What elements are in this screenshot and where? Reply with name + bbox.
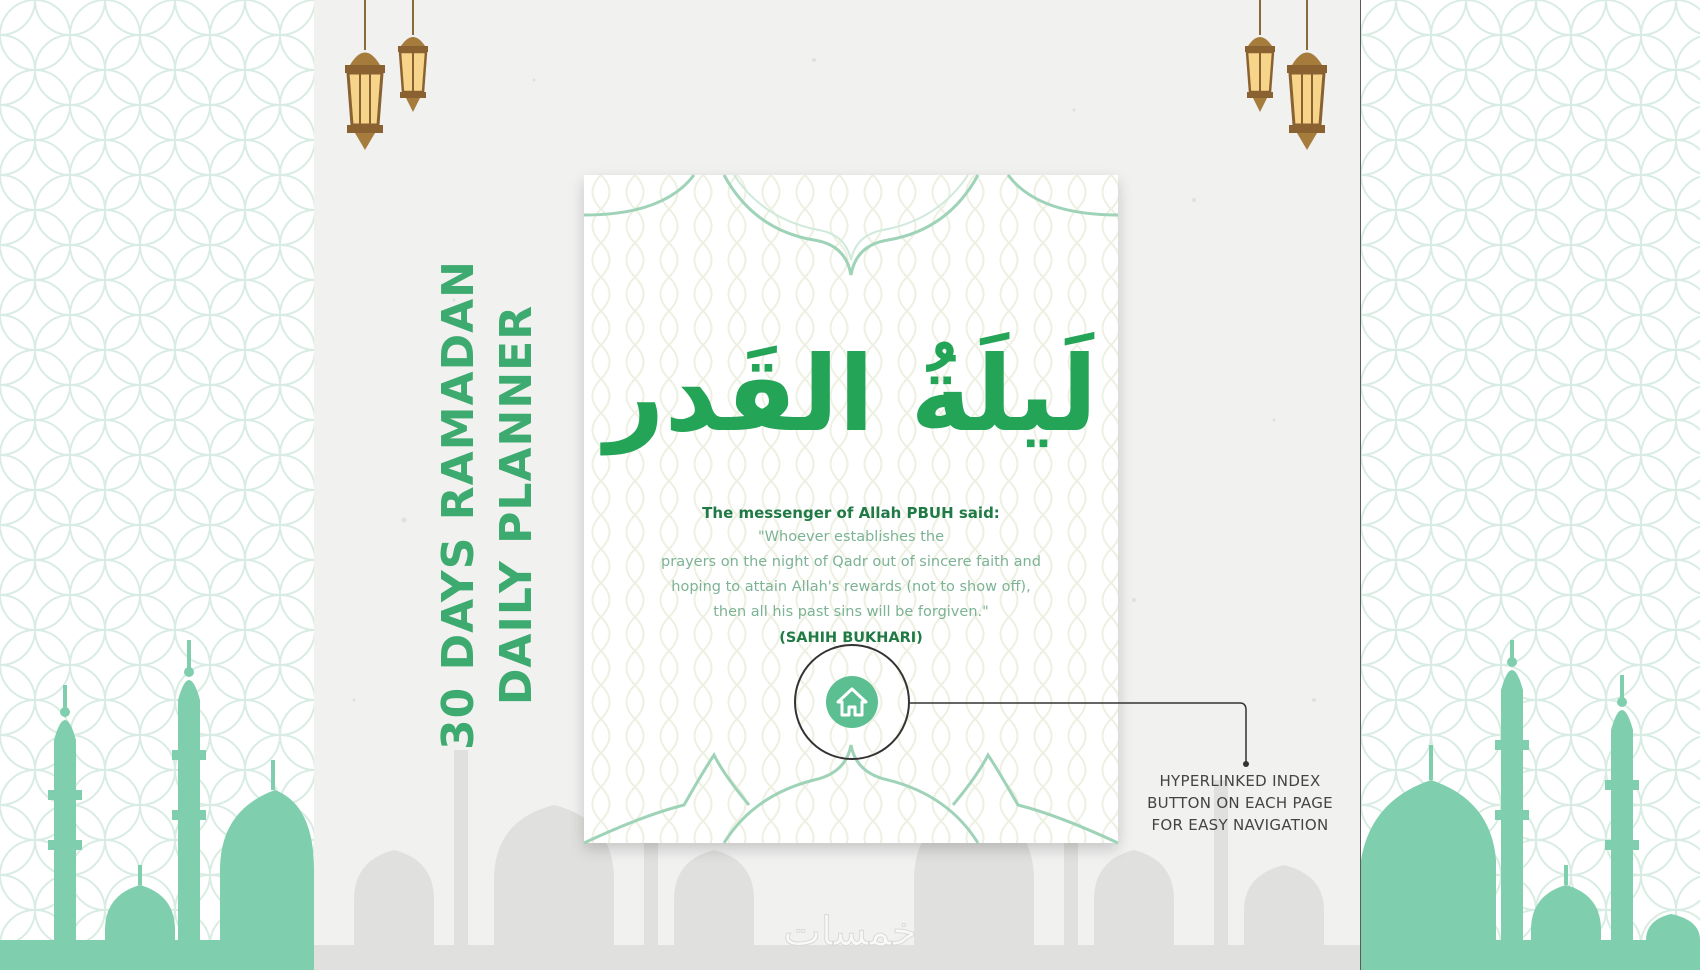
khamsat-watermark bbox=[740, 900, 960, 960]
hadith-title: The messenger of Allah PBUH said: bbox=[702, 504, 1000, 522]
lantern-icon bbox=[1272, 0, 1342, 160]
svg-text:خمسات: خمسات bbox=[783, 909, 917, 955]
callout-line: BUTTON ON EACH PAGE bbox=[1147, 794, 1333, 812]
callout-line: FOR EASY NAVIGATION bbox=[1151, 816, 1329, 834]
hadith-line: prayers on the night of Qadr out of sincere faith and bbox=[661, 554, 1041, 570]
hadith-quote bbox=[584, 501, 1118, 651]
svg-text:لَيلَةُ القَدر: لَيلَةُ القَدر bbox=[604, 333, 1098, 455]
right-mosque-silhouette bbox=[1361, 640, 1700, 970]
left-decorative-panel bbox=[0, 0, 314, 970]
hadith-line: "Whoever establishes the bbox=[758, 529, 944, 545]
title-line-2: DAILY PLANNER bbox=[491, 304, 542, 706]
hadith-line: then all his past sins will be forgiven." bbox=[713, 604, 989, 620]
callout-label bbox=[1120, 770, 1360, 836]
hadith-line: hoping to attain Allah's rewards (not to show off), bbox=[671, 579, 1031, 595]
title-line-1: 30 DAYS RAMADAN bbox=[433, 260, 484, 750]
hadith-source: (SAHIH BUKHARI) bbox=[779, 630, 923, 646]
home-icon[interactable] bbox=[824, 674, 880, 730]
planner-title bbox=[430, 255, 550, 755]
callout-connector bbox=[910, 700, 1250, 770]
callout-line: HYPERLINKED INDEX bbox=[1159, 772, 1321, 790]
left-mosque-silhouette bbox=[0, 640, 314, 970]
lantern-icon bbox=[388, 0, 438, 118]
laylat-al-qadr-calligraphy bbox=[604, 305, 1098, 475]
right-decorative-panel bbox=[1361, 0, 1700, 970]
